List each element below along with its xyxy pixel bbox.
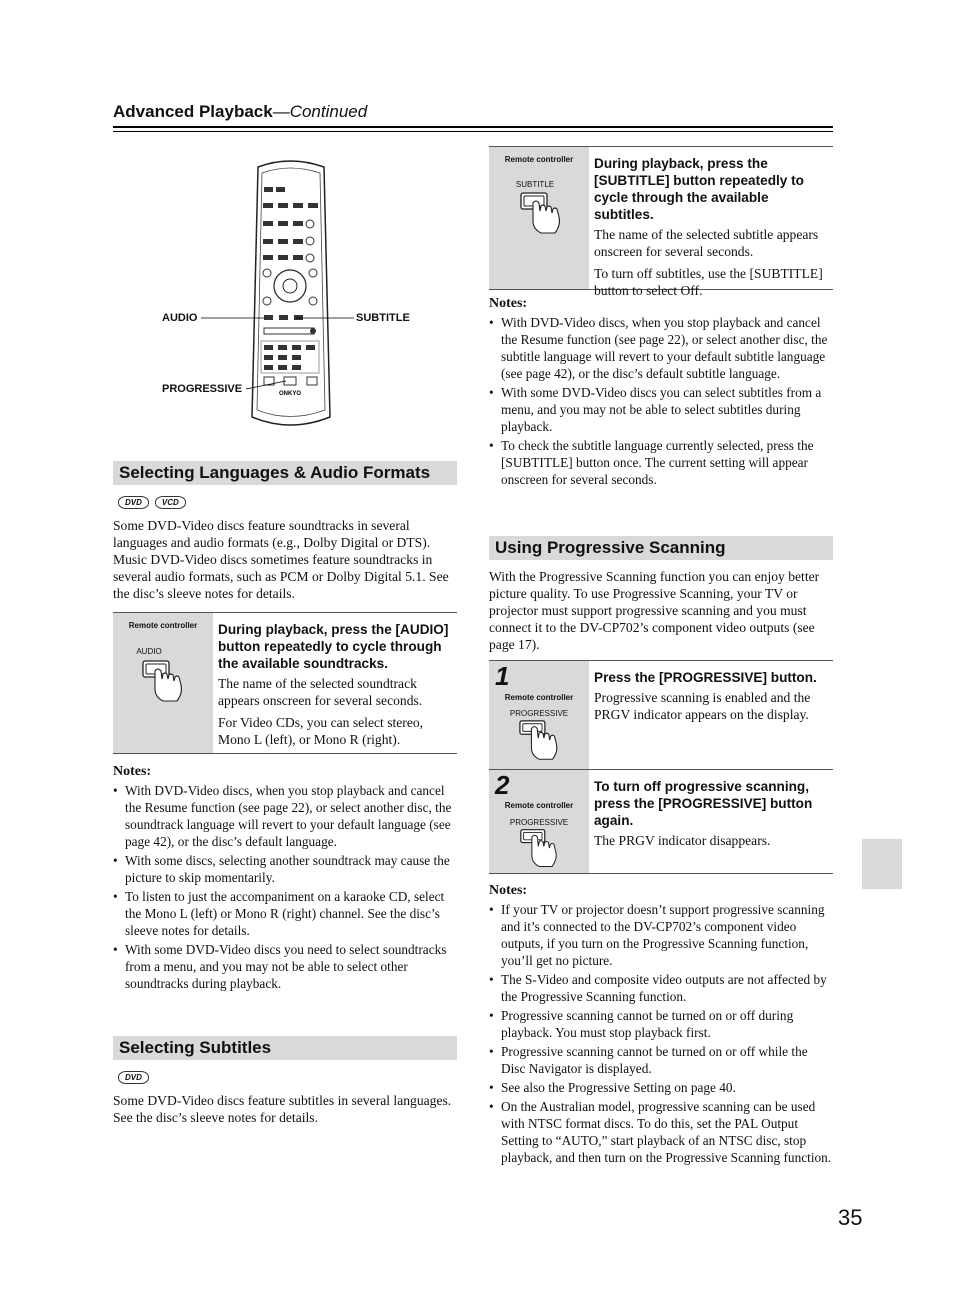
header-rule-thin	[113, 131, 833, 132]
subtitle-desc-2: To turn off subtitles, use the [SUBTITLE] button to select Off.	[594, 266, 823, 298]
audio-desc-1: The name of the selected soundtrack appears onscreen for several seconds.	[218, 676, 423, 708]
progressive-button-label: PROGRESSIVE	[509, 709, 569, 718]
step2-instruction: To turn off progressive scanning, press the [PROGRESSIVE] button again.	[594, 779, 813, 828]
chapter-tab	[862, 839, 902, 889]
note-item: • If your TV or projector doesn’t support progressive scanning and it’s connected to the DV-CP702’s component video outputs, if you turn on the Progressive Scanning function, you’ll get no picture.	[501, 901, 833, 969]
hand-press-icon	[517, 826, 567, 872]
dvd-disc-icon: DVD	[118, 1071, 149, 1084]
page-number: 35	[838, 1205, 863, 1230]
subtitles-notes	[489, 296, 833, 490]
step2-desc: The PRGV indicator disappears.	[594, 833, 771, 848]
remote-brand: ONKYO	[278, 391, 302, 397]
remote-panel	[489, 770, 589, 873]
audio-button-label: AUDIO	[136, 647, 162, 656]
note-item: • With some discs, selecting another soundtrack may cause the picture to skip momentarily.	[125, 852, 457, 886]
page-header	[113, 102, 367, 122]
notes-heading: Notes:	[489, 883, 528, 898]
remote-controller-label: Remote controller	[128, 621, 198, 630]
remote-panel	[489, 147, 589, 289]
action-box-subtitle	[489, 146, 833, 298]
hand-press-icon	[517, 717, 567, 765]
section-heading-languages: Selecting Languages & Audio Formats	[113, 461, 457, 485]
step-box-2	[489, 769, 833, 874]
header-rule	[113, 126, 833, 128]
hand-press-icon	[519, 189, 569, 239]
step-number: 2	[495, 770, 510, 800]
audio-desc-2: For Video CDs, you can select stereo, Mono L (left), or Mono R (right).	[218, 715, 424, 747]
note-item: • See also the Progressive Setting on page 40.	[501, 1079, 833, 1096]
disc-icons-languages	[118, 492, 192, 510]
progressive-button-label: PROGRESSIVE	[509, 818, 569, 827]
note-item: • To listen to just the accompaniment on a karaoke CD, select the Mono L (left) or Mono R (right) channel. See the disc’s sleeve notes for details.	[125, 888, 457, 939]
dvd-disc-icon: DVD	[118, 496, 149, 509]
note-item: • With DVD-Video discs, when you stop playback and cancel the Resume function (see page 22), or select another disc, the subtitle language will revert to your default subtitle language (see page 42), or the disc’s default subtitle language.	[501, 314, 833, 382]
subtitles-intro: Some DVD-Video discs feature subtitles in several languages. See the disc’s sleeve notes for details.	[113, 1093, 452, 1125]
header-title: Advanced Playback	[113, 102, 273, 121]
note-item: • The S-Video and composite video outputs are not affected by the Progressive Scanning function.	[501, 971, 833, 1005]
note-item: • Progressive scanning cannot be turned on or off while the Disc Navigator is displayed.	[501, 1043, 833, 1077]
step1-desc: Progressive scanning is enabled and the PRGV indicator appears on the display.	[594, 690, 811, 722]
header-continued: —Continued	[272, 102, 368, 121]
progressive-intro: With the Progressive Scanning function you can enjoy better picture quality. To use Progressive Scanning, your TV or projector must support progressive scanning and you must connect it to the DV-CP702’s component video outputs (see page 17).	[489, 569, 820, 652]
remote-illustration	[160, 155, 460, 440]
subtitle-desc-1: The name of the selected subtitle appears onscreen for several seconds.	[594, 227, 819, 259]
note-item: • With DVD-Video discs, when you stop playback and cancel the Resume function (see page 22), or select another disc, the soundtrack language will revert to your default language (see page 42), or the disc’s default language.	[125, 782, 457, 850]
action-box-audio	[113, 612, 457, 754]
callout-audio: AUDIO	[162, 312, 198, 324]
subtitle-instruction: During playback, press the [SUBTITLE] button repeatedly to cycle through the available subtitles.	[594, 156, 804, 222]
disc-icons-subtitles	[118, 1067, 155, 1085]
notes-heading: Notes:	[113, 764, 152, 779]
remote-controller-label: Remote controller	[504, 155, 574, 164]
progressive-notes	[489, 883, 833, 1168]
subtitle-button-label: SUBTITLE	[515, 180, 555, 189]
audio-instruction: During playback, press the [AUDIO] button repeatedly to cycle through the available soundtracks.	[218, 622, 449, 671]
note-item: • On the Australian model, progressive scanning can be used with NTSC format discs. To do this, set the PAL Output Setting to “AUTO,” start playback of an NTSC disc, stop playback, and then turn on the Progressive Scanning function.	[501, 1098, 833, 1166]
remote-panel	[489, 661, 589, 769]
step1-instruction: Press the [PROGRESSIVE] button.	[594, 670, 817, 685]
remote-controller-label: Remote controller	[504, 801, 574, 810]
remote-controller-label: Remote controller	[504, 693, 574, 702]
languages-notes	[113, 764, 457, 994]
notes-heading: Notes:	[489, 296, 528, 311]
callout-progressive: PROGRESSIVE	[162, 383, 243, 395]
step-number: 1	[495, 661, 510, 691]
vcd-disc-icon: VCD	[155, 496, 186, 509]
note-item: • To check the subtitle language currently selected, press the [SUBTITLE] button once. The current setting will appear onscreen for several seconds.	[501, 437, 833, 488]
note-item: • With some DVD-Video discs you need to select soundtracks from a menu, and you may not be able to select other soundtracks during playback.	[125, 941, 457, 992]
section-heading-progressive: Using Progressive Scanning	[489, 536, 833, 560]
hand-press-icon	[141, 657, 191, 707]
languages-intro: Some DVD-Video discs feature soundtracks in several languages and audio formats (e.g., Dolby Digital or DTS). Music DVD-Video discs sometimes feature soundtracks in several audio formats, such as PCM or Dolby Digital 5.1. See the disc’s sleeve notes for details.	[113, 518, 449, 601]
note-item: • Progressive scanning cannot be turned on or off during playback. You must stop playback first.	[501, 1007, 833, 1041]
remote-panel	[113, 613, 213, 753]
step-box-1	[489, 660, 833, 770]
remote-figure	[160, 155, 460, 440]
section-heading-subtitles: Selecting Subtitles	[113, 1036, 457, 1060]
callout-subtitle: SUBTITLE	[356, 312, 410, 324]
note-item: • With some DVD-Video discs you can select subtitles from a menu, and you may not be able to select subtitles during playback.	[501, 384, 833, 435]
